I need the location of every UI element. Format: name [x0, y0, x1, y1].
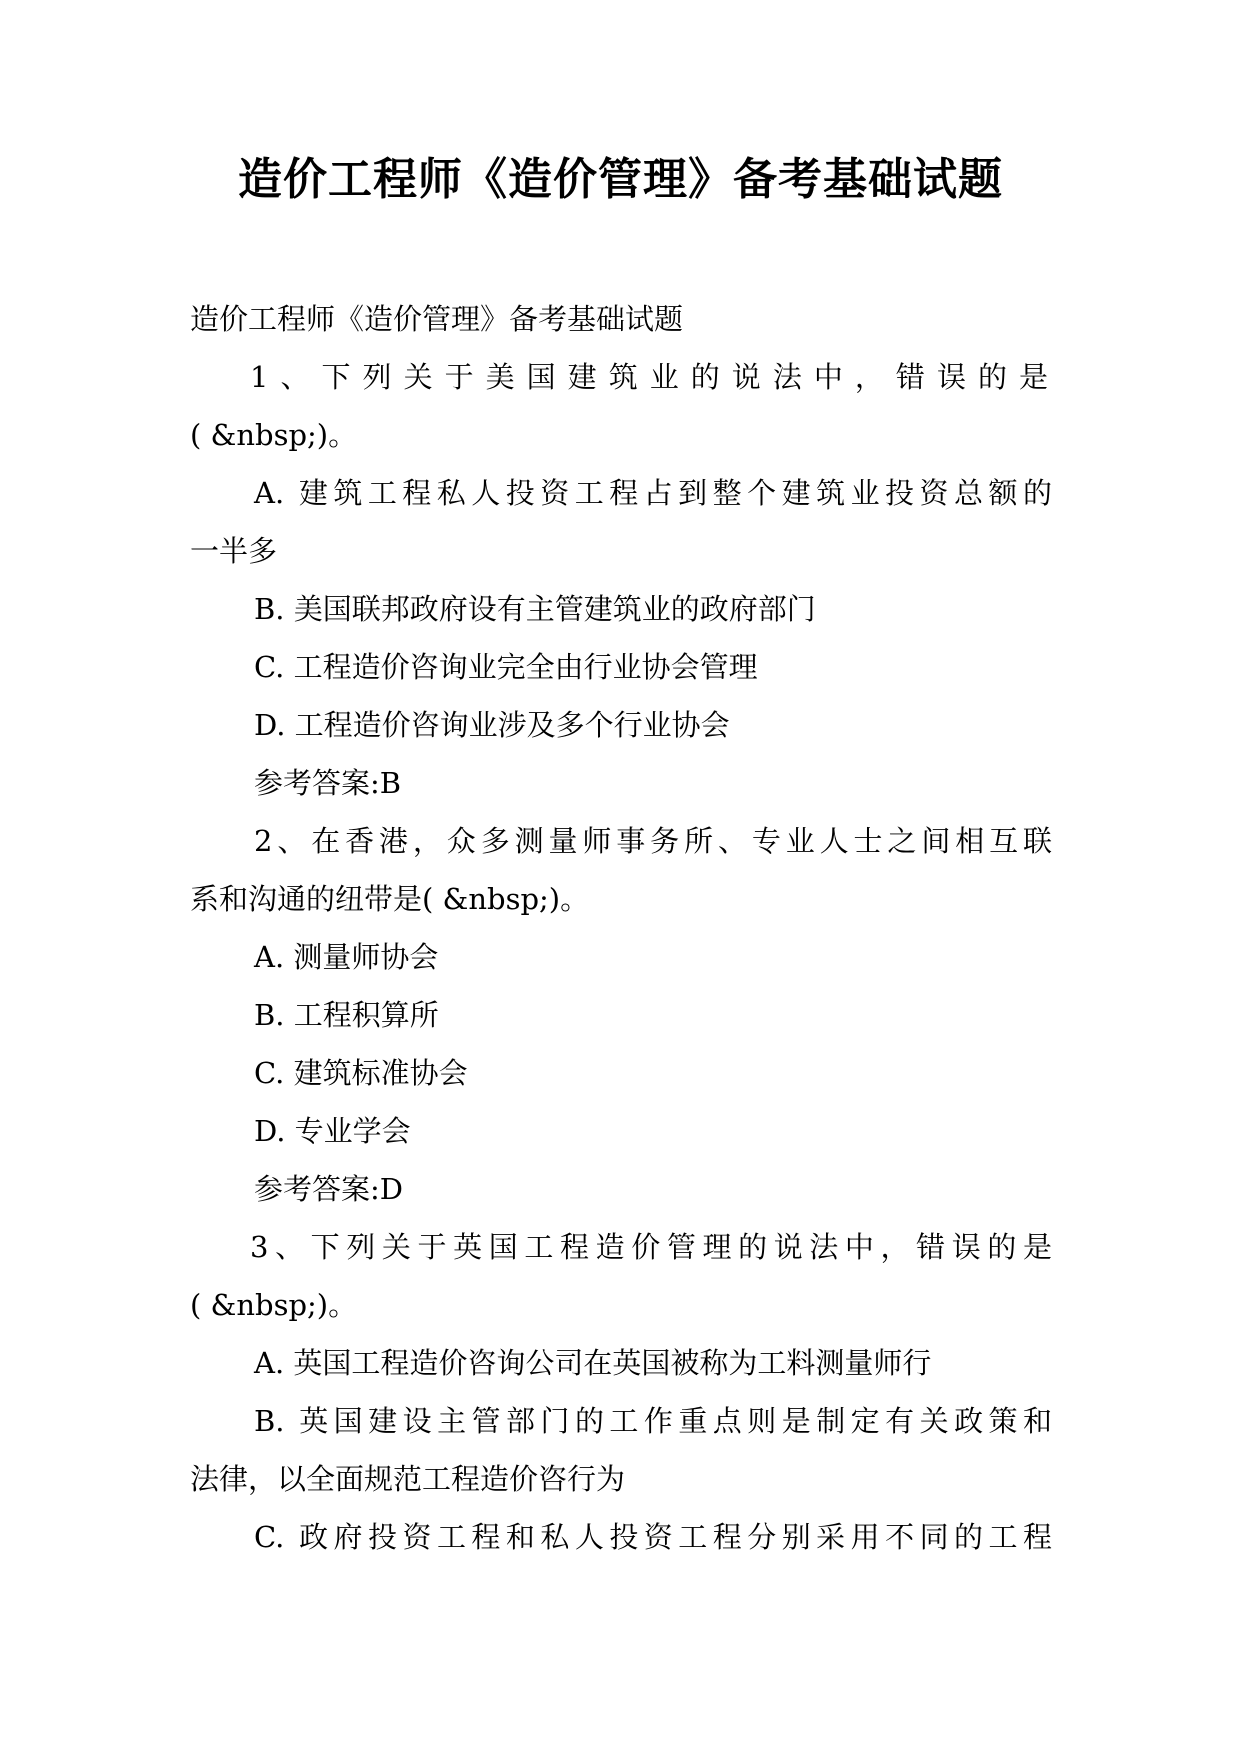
question-3-option-c-line-1: C. 政府投资工程和私人投资工程分别采用不同的工程 — [254, 1520, 1052, 1554]
question-1-option-c: C. 工程造价咨询业完全由行业协会管理 — [254, 650, 758, 684]
question-3-option-b-line-1: B. 英国建设主管部门的工作重点则是制定有关政策和 — [254, 1404, 1052, 1438]
document-title: 造价工程师《造价管理》备考基础试题 — [238, 154, 1003, 205]
question-2-stem-line-2: 系和沟通的纽带是( &nbsp;)。 — [190, 882, 590, 916]
question-3-stem-line-1: 3、下列关于英国工程造价管理的说法中，错误的是 — [250, 1230, 1052, 1264]
question-1-stem-line-1: 1、下列关于美国建筑业的说法中，错误的是 — [250, 360, 1052, 394]
question-1-option-a-line-1: A. 建筑工程私人投资工程占到整个建筑业投资总额的 — [254, 476, 1052, 510]
question-1-answer: 参考答案:B — [254, 766, 402, 800]
question-1-stem-line-2: ( &nbsp;)。 — [190, 418, 358, 452]
question-2-stem-line-1: 2、在香港，众多测量师事务所、专业人士之间相互联 — [254, 824, 1052, 858]
document-body — [190, 290, 1052, 1566]
question-2-option-d: D. 专业学会 — [254, 1114, 411, 1148]
question-2-option-c: C. 建筑标准协会 — [254, 1056, 468, 1090]
question-1-option-a-line-2: 一半多 — [190, 534, 278, 568]
question-1-option-b: B. 美国联邦政府设有主管建筑业的政府部门 — [254, 592, 816, 626]
question-3-option-a: A. 英国工程造价咨询公司在英国被称为工料测量师行 — [254, 1346, 932, 1380]
question-3-option-b-line-2: 法律，以全面规范工程造价咨行为 — [190, 1462, 626, 1496]
question-2-option-b: B. 工程积算所 — [254, 998, 439, 1032]
document-subtitle: 造价工程师《造价管理》备考基础试题 — [190, 302, 684, 336]
question-1-option-d: D. 工程造价咨询业涉及多个行业协会 — [254, 708, 730, 742]
question-2-option-a: A. 测量师协会 — [254, 940, 439, 974]
question-3-stem-line-2: ( &nbsp;)。 — [190, 1288, 358, 1322]
question-2-answer: 参考答案:D — [254, 1172, 404, 1206]
